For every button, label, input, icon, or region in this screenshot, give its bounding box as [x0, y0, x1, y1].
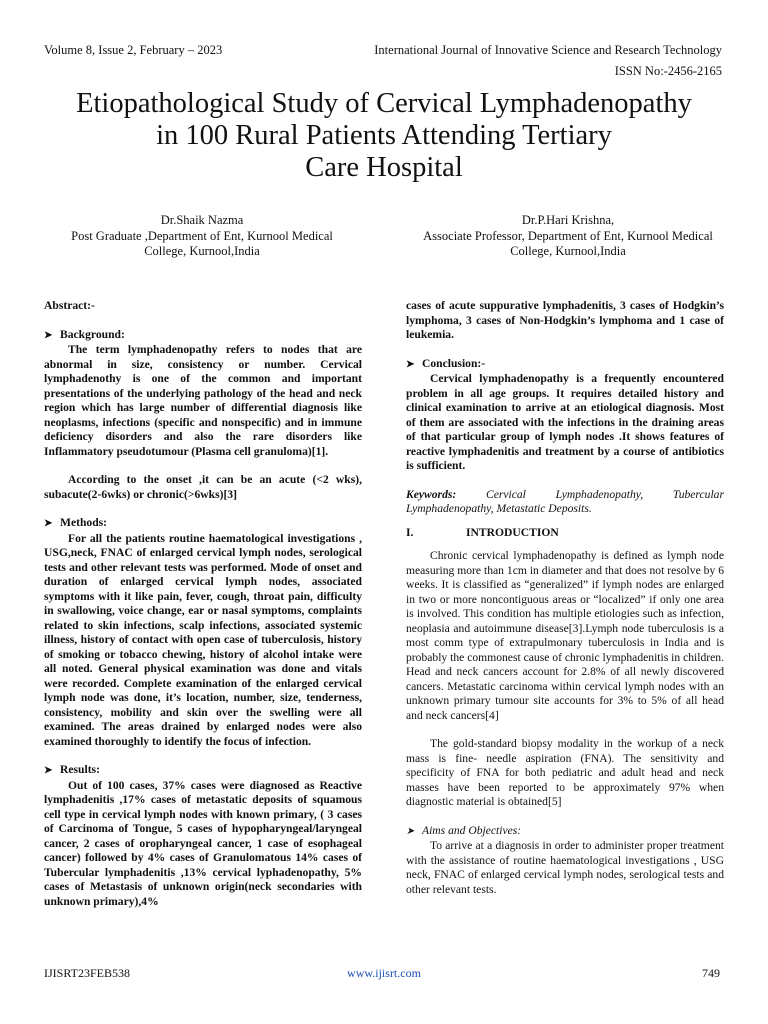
author-block: [52, 213, 352, 260]
title-line: Care Hospital: [305, 152, 463, 183]
author-affiliation: College, Kurnool,India: [510, 244, 626, 258]
results-label: Results:: [60, 763, 100, 776]
background-text: The term lymphadenopathy refers to nodes that are abnormal in size, consistency or number. Cervical lymphadenothy is one of the common and important presentations of the underlying pathology of the head and neck region which has large number of differential diagnosis like neoplasms, infections (specific and nonspecific) and in immune deficiency disorders and also the rare disorders like Inflammatory pseudotumour (Plasma cell granuloma)[1].: [44, 343, 362, 458]
author-block: [418, 213, 718, 260]
paper-code: IJISRT23FEB538: [44, 966, 130, 980]
results-heading: [44, 763, 362, 779]
abstract-label: Abstract:-: [44, 299, 95, 312]
website-link[interactable]: www.ijisrt.com: [347, 966, 421, 980]
arrow-bullet-icon: ➤: [44, 329, 53, 341]
issn: ISSN No:-2456-2165: [614, 64, 722, 78]
aims-label: Aims and Objectives:: [422, 823, 522, 837]
volume-info: Volume 8, Issue 2, February – 2023: [44, 43, 223, 57]
keywords-text: Cervical Lymphadenopathy, Tubercular Lymphadenopathy, Metastatic Deposits.: [406, 487, 724, 515]
author-affiliation: Associate Professor, Department of Ent, Kurnool Medical: [423, 228, 713, 243]
section-title: INTRODUCTION: [466, 525, 559, 539]
author-name: Dr.Shaik Nazma: [160, 213, 244, 227]
methods-label: Methods:: [60, 516, 108, 529]
arrow-bullet-icon: ➤: [44, 518, 53, 529]
conclusion-label: Conclusion:-: [422, 356, 486, 370]
page-number: 749: [702, 966, 720, 980]
intro-paragraph: Chronic cervical lymphadenopathy is defined as lymph node measuring more than 1cm in diameter and that does not resolve by 6 weeks. It is classified as “generalized” if lymph nodes are enlarged in two or more noncontiguous areas or “localized” if only one area is involved. This condition has multiple etiologies such as infection, neoplasia and autoimmune disease[3].Lymph node tuberculosis is a most comm type of extrapulmonary tuberculosis in India and is probably the commonest cause of chronic lymphadenitis in children. Head and neck cancers account for 2.8% of all newly discovered cancers. Metastatic carcinoma within cervical lymph nodes with an unknown primary tumour site accounts for 3% to 5% of all head and neck cancers[4]: [406, 549, 724, 722]
conclusion-text: Cervical lymphadenopathy is a frequently encountered problem in all age groups. It requires detailed history and clinical examination to arrive at an etiological diagnosis. Most of them are associated with the infections in the draining areas of that particular group of lymph nodes .It shows features of reactive lymphadenitis and treatment by a course of antibiotics is sufficient.: [406, 372, 724, 472]
aims-heading: [406, 824, 724, 840]
background-label: Background:: [60, 327, 125, 341]
aims-text: To arrive at a diagnosis in order to administer proper treatment with the assistance of routine haematological investigations , USG neck, FNAC of enlarged cervical lymph nodes, serological tests and other relevant tests.: [406, 839, 724, 896]
arrow-bullet-icon: ➤: [406, 825, 415, 837]
keywords-label: Keywords:: [406, 487, 457, 501]
author-affiliation: College, Kurnool,India: [144, 244, 260, 258]
left-column: [44, 299, 362, 909]
results-text: Out of 100 cases, 37% cases were diagnosed as Reactive lymphadenitis ,17% cases of metastatic deposits of squamous cell type in cervical lymph nodes with known primary, ( 3 cases of Carcinoma of Tongue, 5 cases of hypopharyngeal/laryngeal cancer, 2 cases of oropharyngeal cancer, 1 case of esophageal cancer) followed by 4% cases of Granulomatous 14% cases of Tubercular lymphadenitis ,13% cervical lyphadenopathy, 5% cases of Metastasis of unknown origin(neck secondaries with unknown primary),4%: [44, 778, 362, 908]
right-column: [406, 299, 724, 897]
intro-paragraph: The gold-standard biopsy modality in the workup of a neck mass is fine- needle aspiration (FNA). The sensitivity and specificity of FNA for both pediatric and adult head and neck masses have been reported to be approximately 97% when diagnostic material is obtained[5]: [406, 737, 724, 808]
section-number: I.: [406, 525, 414, 539]
section-heading: [406, 526, 724, 541]
author-name: Dr.P.Hari Krishna,: [521, 213, 615, 227]
methods-text: For all the patients routine haematological investigations , USG,neck, FNAC of enlarged cervical lymph nodes, serological tests and other relevant tests was performed. Mode of onset and duration of enlarged cervical lymph nodes, associated symptoms with it like pain, fever, cough, throat pain, difficulty in swallowing, voice change, ear or nasal symptoms, complaints related to skin infections, scalp infections, associated systemic illness, history of contact with open case of tuberculosis, history of smoking or tobacco chewing, history of alcohol intake were all noted. General physical examination was done and vitals were recorded. Complete examination of the enlarged cervical lymph node was done, it’s location, number, size, tenderness, consistency, mobility and skin over the swelling were all examined. The areas drained by enlarged nodes were also examined thoroughly to identify the focus of infection.: [44, 531, 362, 748]
arrow-bullet-icon: ➤: [406, 358, 415, 370]
onset-text: According to the onset ,it can be an acute (<2 wks), subacute(2-6wks) or chronic(>6wks)[3]: [44, 473, 362, 501]
title-line: in 100 Rural Patients Attending Tertiary: [156, 120, 612, 151]
conclusion-heading: [406, 357, 724, 373]
paper-title: [30, 88, 738, 184]
methods-heading: [44, 516, 362, 532]
author-affiliation: Post Graduate ,Department of Ent, Kurnool Medical: [71, 228, 333, 243]
title-line: Etiopathological Study of Cervical Lymphadenopathy: [76, 88, 692, 119]
arrow-bullet-icon: ➤: [44, 765, 53, 776]
results-continued: cases of acute suppurative lymphadenitis, 3 cases of Hodgkin’s lymphoma, 3 cases of Non-Hodgkin’s lymphoma and 1 case of leukemia.: [406, 299, 724, 341]
background-heading: [44, 328, 362, 344]
keywords: [406, 488, 724, 517]
journal-name: International Journal of Innovative Science and Research Technology: [374, 43, 722, 57]
